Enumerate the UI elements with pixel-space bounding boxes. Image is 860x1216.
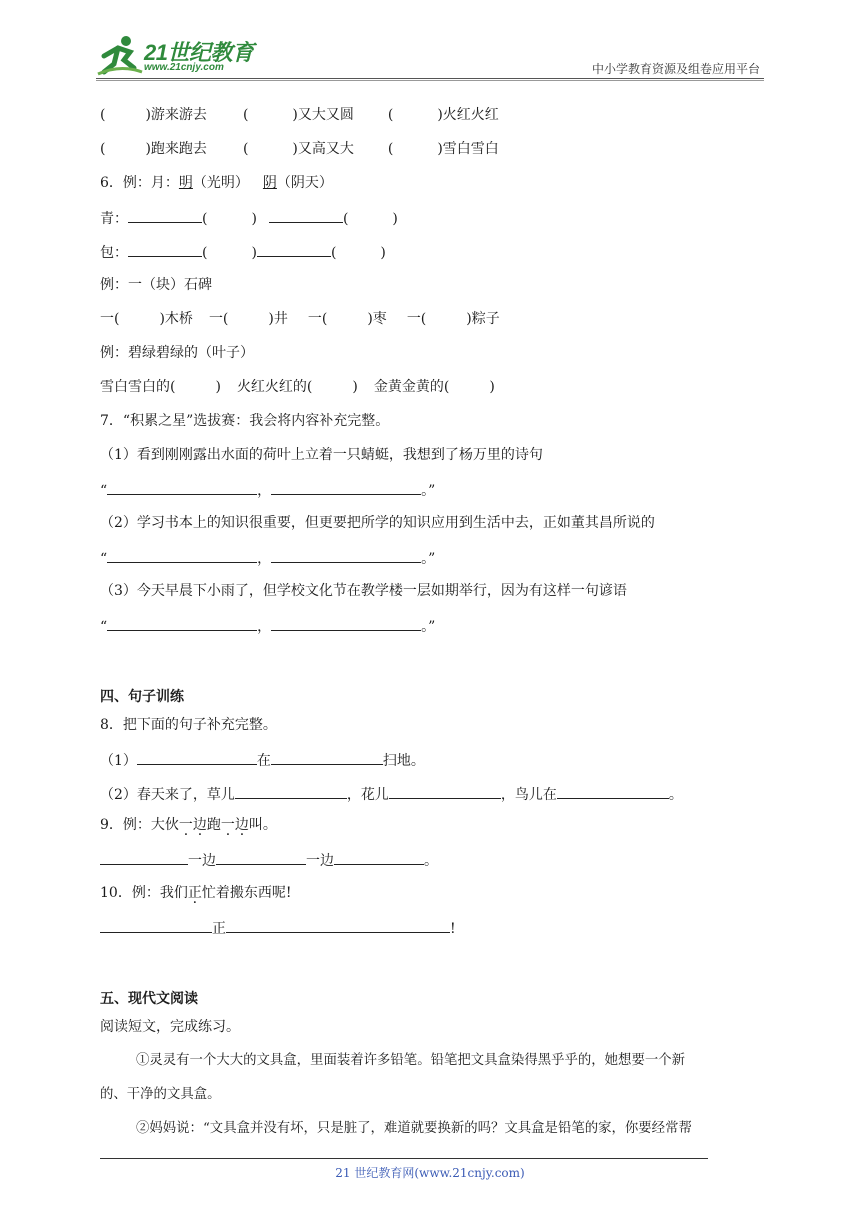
q9-answer	[100, 850, 438, 870]
sentence-text: （2）春天来了，草儿	[100, 787, 235, 803]
quote-open: “	[100, 551, 108, 567]
paren-open: (	[242, 107, 249, 123]
emphasis-word	[179, 817, 207, 833]
paren-close: )	[489, 379, 495, 395]
q8-item-1	[100, 750, 425, 770]
measure-example: 例：一（块）石碑	[100, 277, 212, 293]
sentence-text: 跑	[206, 817, 221, 833]
comma: ，	[257, 551, 272, 567]
logo-url: www.21cnjy.com	[144, 62, 224, 73]
item-text: )火红火红	[437, 107, 499, 123]
paren-open: (	[342, 211, 349, 227]
measure-prefix: 一(	[100, 311, 120, 327]
sentence-text: 忙着搬东西呢!	[201, 885, 292, 901]
answer-blank[interactable]	[271, 750, 383, 765]
sentence-text: 。	[424, 853, 438, 869]
color-phrase: 火红火红的(	[236, 379, 313, 395]
paren-open: (	[100, 107, 106, 123]
answer-blank[interactable]	[257, 242, 331, 257]
reduplication-row-2	[100, 140, 499, 158]
paren-open: (	[100, 141, 106, 157]
q8-item-2	[100, 784, 683, 804]
measure-prefix: 一(	[307, 311, 328, 327]
comma: ，	[257, 619, 272, 635]
q7-title: 7．“积累之星”选拔赛：我会将内容补充完整。	[100, 413, 390, 429]
answer-blank[interactable]	[137, 750, 257, 765]
site-logo	[96, 34, 266, 78]
paren-open: (	[387, 141, 394, 157]
sentence-text: ，花儿	[346, 787, 389, 803]
measure-row	[100, 310, 500, 328]
sentence-text: 正	[212, 921, 226, 937]
item-text: )游来游去	[145, 107, 207, 123]
sentence-text: 一边	[306, 853, 334, 869]
item-text: )又高又大	[292, 141, 354, 157]
paren-close: )	[251, 245, 257, 261]
paren-close: )	[251, 211, 257, 227]
sentence-text: 叫。	[248, 817, 277, 833]
sentence-text: 扫地。	[382, 753, 425, 769]
q7-prompt-1: （1）看到刚刚露出水面的荷叶上立着一只蜻蜓，我想到了杨万里的诗句	[100, 447, 543, 463]
item-number: （1）	[100, 753, 137, 769]
char-label: 包：	[100, 245, 128, 261]
q7-answer-3	[100, 616, 435, 636]
q7-answer-1	[100, 480, 435, 500]
answer-blank[interactable]	[269, 208, 343, 223]
answer-blank[interactable]	[557, 784, 669, 799]
q6-qing-row	[100, 208, 398, 228]
answer-blank[interactable]	[226, 918, 450, 933]
q7-prompt-2: （2）学习书本上的知识很重要，但更要把所学的知识应用到生活中去，正如董其昌所说的	[100, 515, 655, 531]
footer-divider	[100, 1158, 708, 1159]
paren-close: )	[215, 379, 221, 395]
header-divider	[96, 78, 764, 79]
answer-blank[interactable]	[271, 616, 421, 631]
sentence-text: 。	[668, 787, 683, 803]
measure-prefix: 一(	[406, 311, 427, 327]
measure-noun: )木桥	[159, 311, 193, 327]
measure-noun: )枣	[367, 311, 387, 327]
measure-prefix: 一(	[208, 311, 229, 327]
q6-example	[100, 174, 333, 192]
color-example: 例：碧绿碧绿的（叶子）	[100, 345, 254, 361]
example-char: 明	[178, 175, 193, 191]
answer-blank[interactable]	[107, 548, 257, 563]
item-text: )雪白雪白	[437, 141, 499, 157]
emphasis-char: 边	[192, 817, 207, 833]
header-divider-secondary	[96, 80, 764, 81]
paren-close: )	[380, 245, 386, 261]
paren-open: (	[387, 107, 394, 123]
q10-answer	[100, 918, 456, 938]
passage-para-2-line-1: ②妈妈说：“文具盒并没有坏，只是脏了，难道就要换新的吗？文具盒是铅笔的家，你要经常帮	[136, 1121, 692, 1136]
item-text: )又大又圆	[292, 107, 354, 123]
quote-open: “	[100, 619, 108, 635]
logo-text: 21世纪教育	[144, 40, 254, 65]
paren-close: )	[392, 211, 398, 227]
passage-para-1-line-1: ①灵灵有一个大大的文具盒，里面装着许多铅笔。铅笔把文具盒染得黑乎乎的，她想要一个新	[136, 1053, 686, 1068]
emphasis-char: 一	[178, 817, 193, 833]
section-5-heading: 五、现代文阅读	[100, 991, 198, 1007]
sentence-text: ，鸟儿在	[500, 787, 557, 803]
item-text: )跑来跑去	[145, 141, 207, 157]
answer-blank[interactable]	[128, 208, 202, 223]
runner-logo-icon	[96, 34, 144, 78]
quote-open: “	[100, 483, 108, 499]
q9-example	[100, 816, 277, 834]
passage-para-1-line-2: 的、干净的文具盒。	[100, 1087, 221, 1102]
answer-blank[interactable]	[107, 480, 257, 495]
answer-blank[interactable]	[271, 480, 421, 495]
emphasis-char: 正	[187, 885, 202, 901]
page-header	[96, 30, 760, 80]
sentence-text: 在	[256, 753, 271, 769]
section-4-heading: 四、句子训练	[100, 689, 184, 705]
header-tagline: 中小学教育资源及组卷应用平台	[591, 62, 760, 76]
paren-open: (	[330, 245, 337, 261]
q6-label: 6．例：月：	[100, 175, 179, 191]
q7-answer-2	[100, 548, 435, 568]
q10-label: 10．例：我们	[100, 885, 188, 901]
paren-open: (	[202, 245, 208, 261]
answer-blank[interactable]	[389, 784, 501, 799]
q7-prompt-3: （3）今天早晨下小雨了，但学校文化节在教学楼一层如期举行，因为有这样一句谚语	[100, 583, 627, 599]
answer-blank[interactable]	[235, 784, 347, 799]
quote-close: 。”	[421, 619, 436, 635]
reading-instruction: 阅读短文，完成练习。	[100, 1019, 240, 1035]
emphasis-char: 一	[220, 817, 235, 833]
answer-blank[interactable]	[107, 616, 257, 631]
sentence-text: !	[450, 921, 456, 937]
page-footer[interactable]: 21 世纪教育网(www.21cnjy.com)	[335, 1166, 525, 1180]
color-phrase: 雪白雪白的(	[100, 379, 176, 395]
answer-blank[interactable]	[100, 850, 188, 865]
answer-blank[interactable]	[334, 850, 424, 865]
paren-open: (	[202, 211, 208, 227]
color-phrase: 金黄金黄的(	[373, 379, 450, 395]
char-label: 青：	[100, 211, 128, 227]
quote-close: 。”	[421, 483, 436, 499]
q9-label: 9．例：大伙	[100, 817, 179, 833]
q6-bao-row	[100, 242, 386, 262]
answer-blank[interactable]	[100, 918, 212, 933]
paren-close: )	[352, 379, 358, 395]
q8-title: 8．把下面的句子补充完整。	[100, 717, 277, 733]
emphasis-word	[221, 817, 249, 833]
measure-noun: )井	[268, 311, 288, 327]
color-row	[100, 378, 495, 396]
example-word: （光明）	[192, 175, 249, 191]
answer-blank[interactable]	[216, 850, 306, 865]
answer-blank[interactable]	[271, 548, 421, 563]
comma: ，	[257, 483, 272, 499]
quote-close: 。”	[421, 551, 436, 567]
measure-noun: )粽子	[466, 311, 500, 327]
sentence-text: 一边	[188, 853, 216, 869]
reduplication-row-1	[100, 106, 499, 124]
paren-open: (	[242, 141, 249, 157]
emphasis-char: 边	[234, 817, 249, 833]
example-word: （阴天）	[276, 175, 333, 191]
example-char: 阴	[262, 175, 277, 191]
answer-blank[interactable]	[128, 242, 202, 257]
q10-example	[100, 884, 291, 902]
